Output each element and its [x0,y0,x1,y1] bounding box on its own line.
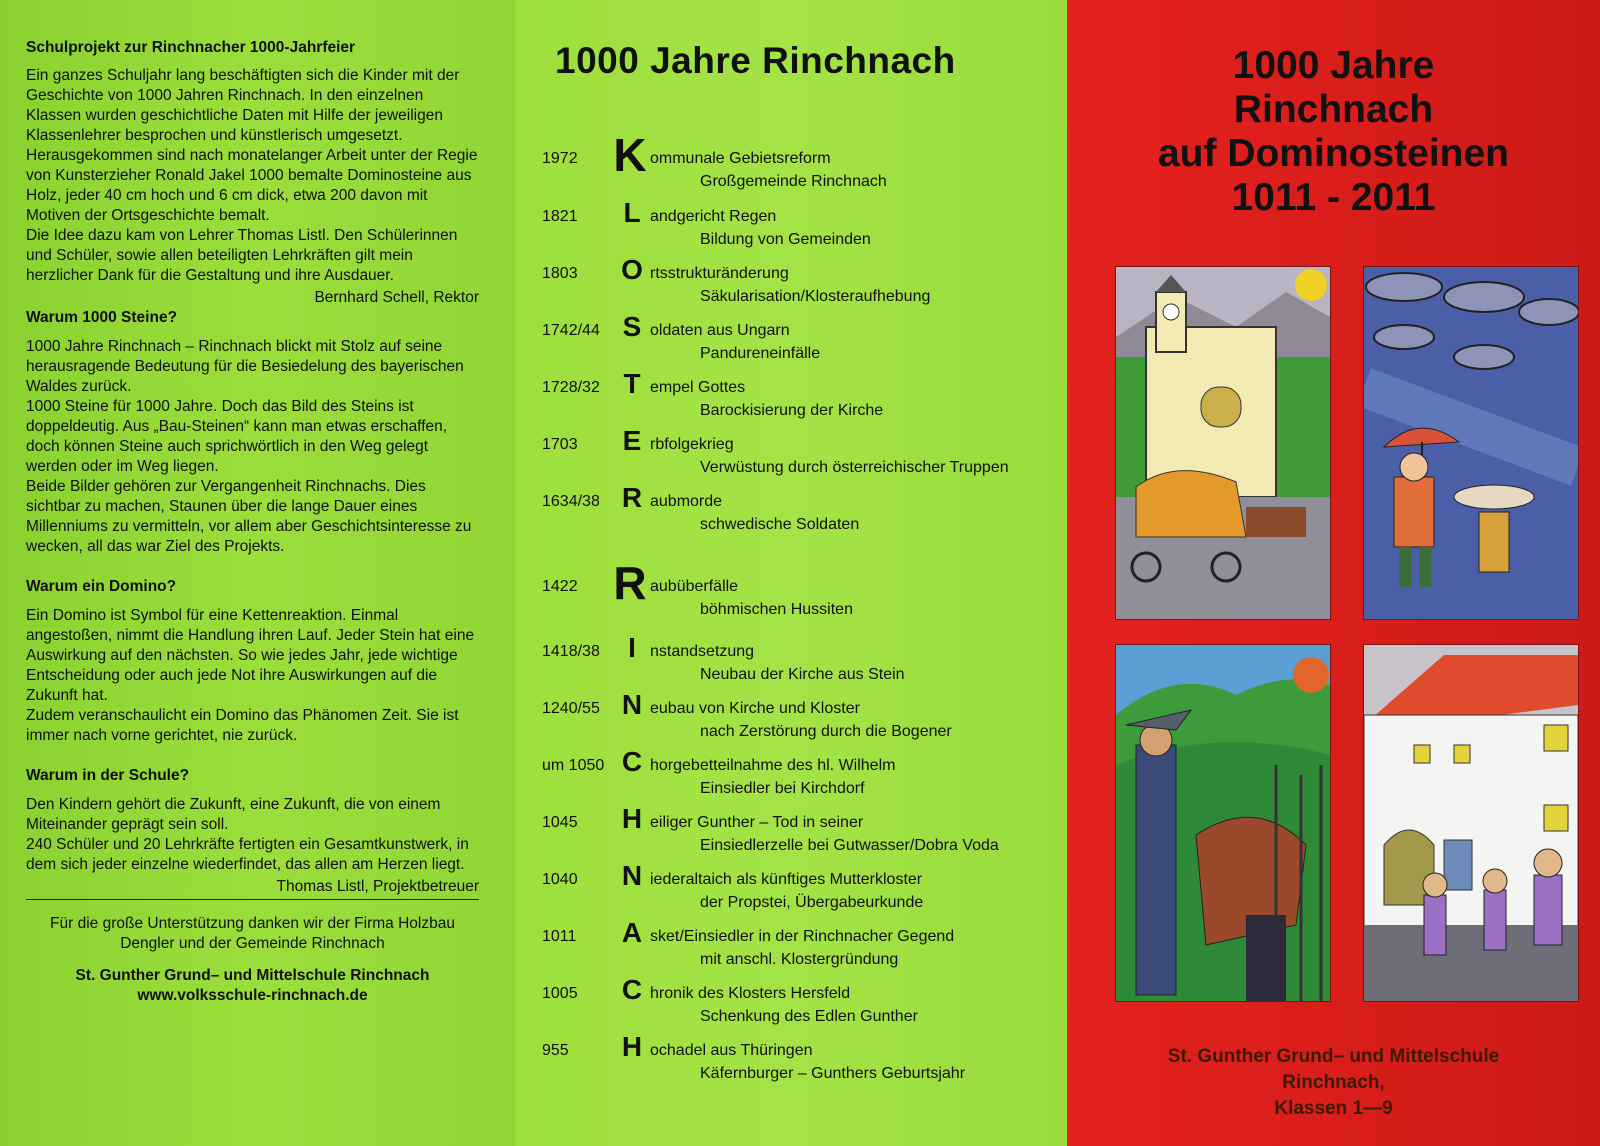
timeline-year: 1040 [542,871,578,888]
timeline-detail: Säkularisation/Klosteraufhebung [700,288,931,305]
timeline-year: 1742/44 [542,322,600,339]
timeline-year: 1240/55 [542,700,600,717]
timeline-entry [515,631,1067,689]
timeline-event: eiliger Gunther – Tod in seiner [650,814,864,831]
timeline-event: ochadel aus Thüringen [650,1042,813,1059]
signature-rektor: Bernhard Schell, Rektor [314,289,479,306]
acrostic-letter: E [622,425,642,456]
cover-title-line3: auf Dominosteinen [1157,132,1510,175]
timeline-entry [515,367,1067,425]
timeline-year: um 1050 [542,757,605,774]
paragraph-artwork: 240 Schüler und 20 Lehrkräfte fertigten ein Gesamtkunstwerk, in dem sich jeder einzelne wiederfindet, das allen am Herzen liegt. [26,836,469,873]
middle-panel [515,0,1067,1146]
timeline-detail: Verwüstung durch österreichischer Truppen [700,459,1009,476]
timeline-entry [515,916,1067,974]
acrostic-letter: A [621,917,643,948]
timeline-entry [515,196,1067,254]
acrostic-letter: H [621,803,643,834]
footer-school-line: St. Gunther Grund– und Mittelschule [1167,1046,1500,1067]
timeline-detail: schwedische Soldaten [700,516,860,533]
timeline-detail: Großgemeinde Rinchnach [700,173,887,190]
heading-why-domino: Warum ein Domino? [26,578,177,595]
acrostic-letter: C [621,974,643,1005]
paragraph-stones: 1000 Steine für 1000 Jahre. Doch das Bild des Steins ist doppeldeutig. Aus „Bau-Steinen“ kann man etwas erschaffen, doch können Steine auch sprichwörtlich in den Weg gelegt werden oder im Weg liegen. [26,398,448,475]
timeline-year: 1803 [542,265,578,282]
acrostic-letter: K [613,129,647,181]
heading-project: Schulprojekt zur Rinchnacher 1000-Jahrfeier [26,39,356,56]
timeline-detail: böhmischen Hussiten [700,601,853,618]
acrostic-letter: H [621,1031,643,1062]
timeline-event: nstandsetzung [650,643,755,660]
timeline-event: horgebetteilnahme des hl. Wilhelm [650,757,896,774]
school-name: St. Gunther Grund– und Mittelschule Rinchnach [75,967,430,984]
timeline-event: aubüberfälle [650,578,739,595]
painting-rain [1363,266,1579,620]
timeline-detail: Barockisierung der Kirche [700,402,884,419]
cover-footer [1067,1044,1600,1122]
right-panel [1067,0,1600,1146]
paragraph-history: Beide Bilder gehören zur Vergangenheit Rinchnachs. Dies sichtbar zu machen, Staunen über die lange Dauer eines Millenniums zu vermitteln, vor allem aber Geschichtsinteresse zu wecken, all das war Ziel des Projekts. [26,478,472,555]
timeline-detail: der Propstei, Übergabeurkunde [700,894,924,911]
timeline-entry [515,129,1067,196]
heading-why-school: Warum in der Schule? [26,767,190,784]
timeline-entry [515,1030,1067,1088]
timeline-event: aubmorde [650,493,723,510]
footer-place-line: Rinchnach, [1282,1072,1385,1093]
timeline-year: 1634/38 [542,493,600,510]
signature-projektbetreuer: Thomas Listl, Projektbetreuer [276,878,479,895]
timeline-entry [515,973,1067,1031]
acrostic-letter: T [623,368,641,399]
timeline-detail: Schenkung des Edlen Gunther [700,1008,918,1025]
timeline-entry [515,745,1067,803]
acrostic-letter: O [621,254,643,285]
paragraph-intro: Ein ganzes Schuljahr lang beschäftigten sich die Kinder mit der Geschichte von 1000 Jahren Rinchnach. In den einzelnen Klassen wurden geschichtliche Daten mit Hilfe der jeweiligen Klassenlehrer besprochen und künstlerisch umgesetzt. [26,67,460,144]
timeline-year: 1703 [542,436,578,453]
painting-monastery [1363,644,1579,1002]
timeline-event: andgericht Regen [650,208,777,225]
divider-line [26,899,479,900]
paragraph-dominos: Herausgekommen sind nach monatelanger Arbeit unter der Regie von Kunsterzieher Ronald Jakel 1000 bemalte Dominosteine aus Holz, jeder 40 cm hoch und 6 cm dick, etwa 200 davon mit Motiven der Ortsgeschichte bemalt. [26,147,478,224]
timeline-year: 1821 [542,208,578,225]
timeline-event: rtsstrukturänderung [650,265,789,282]
timeline-entry [515,310,1067,368]
thanks-text: Für die große Unterstützung danken wir der Firma Holzbau Dengler und der Gemeinde Rinchnach [50,915,455,952]
cover-title [1067,44,1600,220]
timeline-entry [515,253,1067,311]
timeline-event: oldaten aus Ungarn [650,322,790,339]
acrostic-letter: R [621,482,643,513]
timeline-year: 1045 [542,814,578,831]
timeline-detail: Neubau der Kirche aus Stein [700,666,905,683]
timeline-event: ommunale Gebietsreform [650,150,831,167]
timeline-year: 1972 [542,150,578,167]
paragraph-chain: Ein Domino ist Symbol für eine Kettenreaktion. Einmal angestoßen, nimmt die Handlung ihren Lauf. Jeder Stein hat eine Auswirkung auf den nächsten. So wie jedes Jahr, jede wichtige Entscheidung oder auch jede Not ihre Auswirkungen auf die Zukunft hat. [26,607,475,704]
timeline-entry [515,802,1067,860]
left-panel [0,0,515,1146]
timeline-entry [515,557,1067,624]
timeline-event: rbfolgekrieg [650,436,734,453]
timeline-year: 1418/38 [542,643,600,660]
timeline-detail: Einsiedlerzelle bei Gutwasser/Dobra Voda [700,837,999,854]
timeline-event: sket/Einsiedler in der Rinchnacher Gegend [650,928,955,945]
cover-title-line4: 1011 - 2011 [1231,176,1436,219]
acrostic-letter: C [621,746,643,777]
cover-title-line2: Rinchnach [1233,88,1434,131]
paragraph-idea: Die Idee dazu kam von Lehrer Thomas Listl. Den Schülerinnen und Schüler, sowie allen beteiligten Lehrkräften gilt mein herzlicher Dank für die Gestaltung und ihre Ausdauer. [26,227,458,284]
timeline-event: empel Gottes [650,379,746,396]
timeline-year: 1011 [542,928,577,945]
timeline-detail: Bildung von Gemeinden [700,231,871,248]
timeline-year: 1005 [542,985,578,1002]
cover-title-line1: 1000 Jahre [1232,44,1435,87]
acrostic-letter: R [613,557,647,609]
timeline-detail: Einsiedler bei Kirchdorf [700,780,865,797]
acrostic-letter: S [622,311,642,342]
timeline-entry [515,859,1067,917]
timeline-detail: mit anschl. Klostergründung [700,951,899,968]
paragraph-rinchnach: 1000 Jahre Rinchnach – Rinchnach blickt mit Stolz auf seine herausragende Bedeutung für die Besiedelung des bayerischen Waldes zurück. [26,338,464,395]
timeline-detail: Käfernburger – Gunthers Geburtsjahr [700,1065,966,1082]
timeline-event: hronik des Klosters Hersfeld [650,985,851,1002]
acrostic-letter: N [621,689,643,720]
timeline-year: 1422 [542,578,578,595]
heading-why-stones: Warum 1000 Steine? [26,309,178,326]
timeline-title: 1000 Jahre Rinchnach [555,40,956,81]
school-website: www.volksschule-rinchnach.de [137,987,368,1004]
timeline-detail: nach Zerstörung durch die Bogener [700,723,952,740]
painting-church [1115,266,1331,620]
timeline-entry [515,481,1067,539]
acrostic-letter: N [621,860,643,891]
acrostic-letter: L [623,197,641,228]
paragraph-future: Den Kindern gehört die Zukunft, eine Zukunft, die von einem Miteinander geprägt sein soll. [26,796,441,833]
acrostic-letter: I [628,632,636,663]
timeline-entry [515,424,1067,482]
paragraph-time: Zudem veranschaulicht ein Domino das Phänomen Zeit. Sie ist immer nach vorne gerichtet, nie zurück. [26,707,459,744]
footer-classes-line: Klassen 1—9 [1274,1098,1393,1119]
painting-rider [1115,644,1331,1002]
timeline-detail: Pandureneinfälle [700,345,821,362]
timeline-year: 955 [542,1042,569,1059]
timeline-event: iederaltaich als künftiges Mutterkloster [650,871,923,888]
timeline-event: eubau von Kirche und Kloster [650,700,860,717]
timeline-entry [515,688,1067,746]
timeline-year: 1728/32 [542,379,600,396]
